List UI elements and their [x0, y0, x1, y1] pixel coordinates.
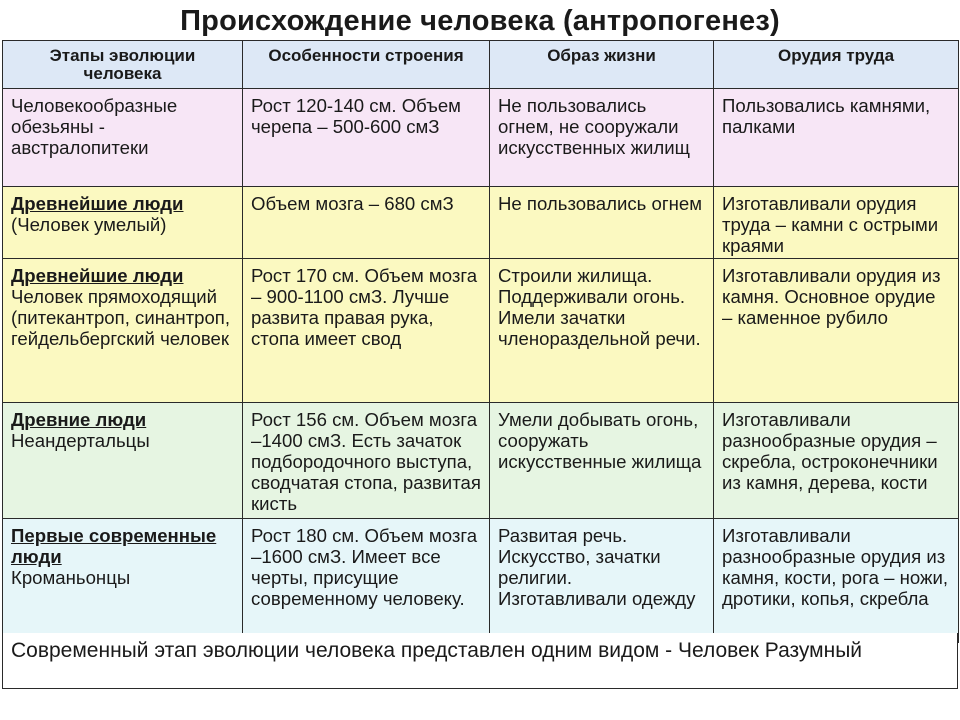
lifestyle-text: Умели добывать огонь, сооружать искусственные жилища — [498, 409, 702, 473]
stage-name: Первые современные люди — [11, 525, 217, 568]
tools-cell — [714, 259, 959, 403]
stage-description: Неандертальцы — [11, 430, 150, 452]
lifestyle-cell — [490, 403, 714, 519]
lifestyle-text: Строили жилища. Поддерживали огонь. Имели зачатки членораздельной речи. — [498, 265, 701, 349]
lifestyle-cell — [490, 89, 714, 187]
table-row — [3, 519, 959, 643]
stage-description: Кроманьонцы — [11, 567, 131, 589]
stage-cell — [3, 89, 243, 187]
structure-cell — [243, 403, 490, 519]
tools-cell — [714, 187, 959, 259]
structure-cell — [243, 89, 490, 187]
structure-cell — [243, 519, 490, 643]
structure-text: Рост 156 см. Объем мозга –1400 смЗ. Есть зачаток подбородочного выступа, сводчатая стопа, развитая кисть — [251, 409, 481, 514]
stage-cell — [3, 187, 243, 259]
stage-cell — [3, 519, 243, 643]
stage-description: Человек прямоходящий (питекантроп, синантроп, гейдельбергский человек — [11, 286, 231, 349]
lifestyle-text: Не пользовались огнем — [498, 193, 703, 214]
lifestyle-text: Не пользовались огнем, не сооружали искусственных жилищ — [498, 95, 690, 158]
column-header-lifestyle: Образ жизни — [490, 41, 714, 89]
table-row — [3, 403, 959, 519]
stage-description: Человекообразные обезьяны - австралопитеки — [11, 95, 178, 158]
stage-cell — [3, 259, 243, 403]
tools-cell — [714, 519, 959, 643]
evolution-table — [2, 40, 959, 643]
stage-name: Древнейшие люди — [11, 265, 184, 287]
tools-text: Изготавливали орудия труда – камни с острыми краями — [722, 193, 939, 256]
tools-text: Изготавливали разнообразные орудия – скребла, остроконечники из камня, дерева, кости — [722, 409, 938, 493]
lifestyle-text: Развитая речь. Искусство, зачатки религии. Изготавливали одежду — [498, 525, 696, 609]
structure-text: Объем мозга – 680 смЗ — [251, 193, 454, 214]
stage-name: Древние люди — [11, 409, 147, 431]
tools-cell — [714, 403, 959, 519]
structure-cell — [243, 187, 490, 259]
structure-text: Рост 170 см. Объем мозга – 900-1100 смЗ. Лучше развита правая рука, стопа имеет свод — [251, 265, 478, 349]
stage-description: (Человек умелый) — [11, 213, 167, 235]
stage-cell — [3, 403, 243, 519]
tools-cell — [714, 89, 959, 187]
tools-text: Изготавливали разнообразные орудия из камня, кости, рога – ножи, дротики, копья, скребла — [722, 525, 949, 609]
footer-note: Современный этап эволюции человека представлен одним видом - Человек Разумный — [2, 633, 958, 689]
stage-name: Древнейшие люди — [11, 193, 184, 214]
tools-text: Изготавливали орудия из камня. Основное орудие – каменное рубило — [722, 265, 941, 329]
column-header-tools: Орудия труда — [714, 41, 959, 89]
structure-text: Рост 180 см. Объем мозга –1600 смЗ. Имеет все черты, присущие современному человеку. — [251, 525, 478, 609]
tools-text: Пользовались камнями, палками — [722, 95, 931, 137]
column-header-structure: Особенности строения — [243, 41, 490, 89]
table-row — [3, 187, 959, 259]
lifestyle-cell — [490, 519, 714, 643]
lifestyle-cell — [490, 259, 714, 403]
table-row — [3, 259, 959, 403]
structure-cell — [243, 259, 490, 403]
page-title: Происхождение человека (антропогенез) — [180, 4, 780, 37]
lifestyle-cell — [490, 187, 714, 259]
structure-text: Рост 120-140 см. Объем черепа – 500-600 смЗ — [251, 95, 461, 137]
table-row — [3, 89, 959, 187]
table-header-row — [3, 41, 959, 89]
column-header-stages: Этапы эволюции человека — [3, 41, 243, 89]
